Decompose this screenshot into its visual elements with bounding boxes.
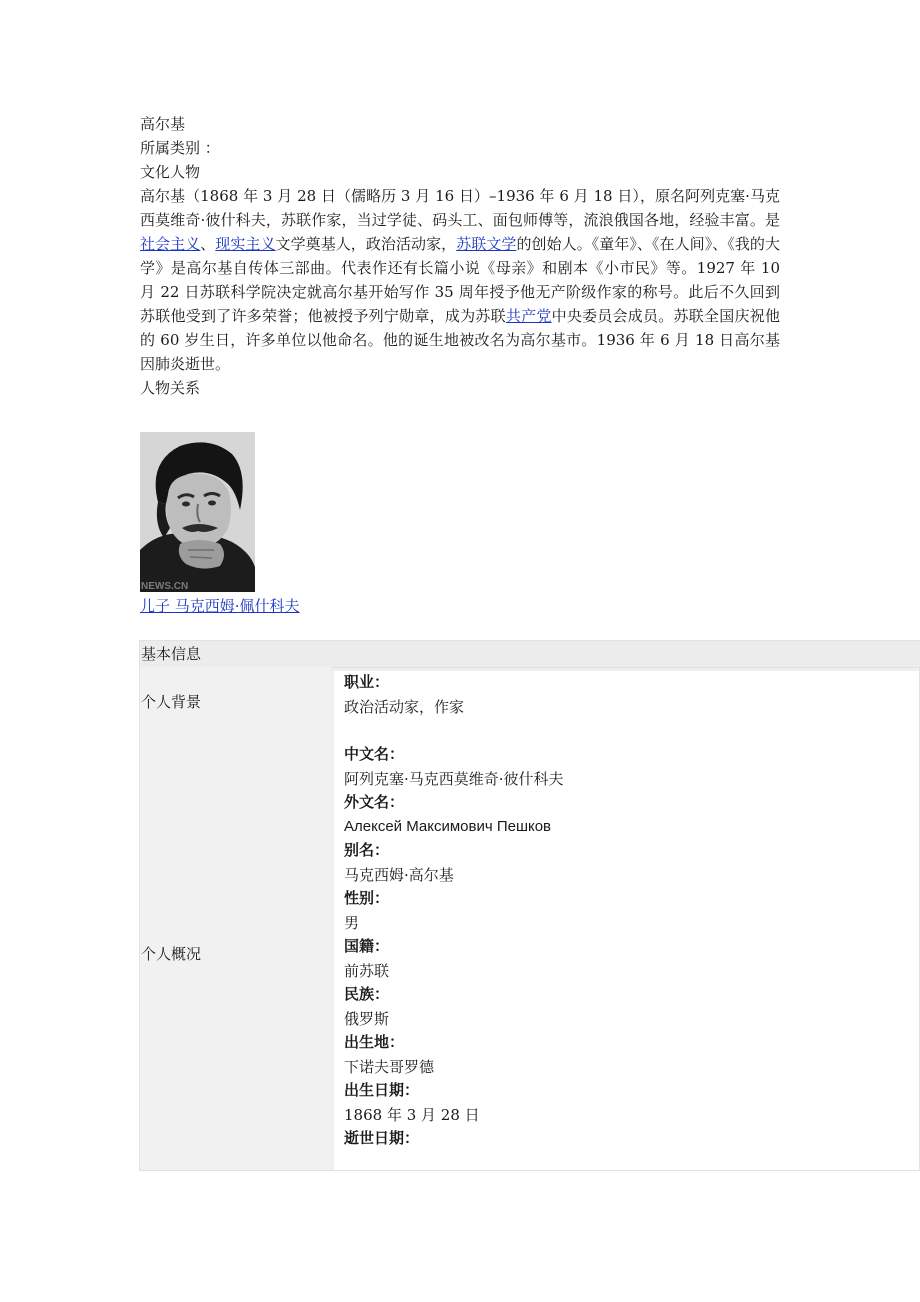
bio-text: 高尔基（1868 年 3 月 28 日（儒略历 3 月 16 日）–1936 年 6 月 18 日），原名阿列克塞·马克西莫维奇·彼什科夫，苏联作家，当过学徒、码头工、面包师傅等，流浪俄国各地，经验丰富。是 [140,187,780,229]
bio-text: 中央委员会成员。苏联全国庆祝他的 60 岁生日，许多单位以他命名。他的诞生地被改名为高尔基市。1936 年 6 月 18 日高尔基因肺炎逝世。 [140,307,780,373]
basic-info-table [139,640,920,1171]
portrait-photo[interactable] [140,432,255,592]
section-background-label: 个人背景 [141,693,202,711]
birthdate-label: 出生日期： [344,1082,420,1099]
occupation-label: 职业： [344,674,390,691]
ethnicity-value: 俄罗斯 [344,1010,390,1028]
info-header: 基本信息 [140,641,920,668]
foreign-name-label: 外文名： [344,794,405,811]
link-socialism[interactable]: 社会主义 [140,235,201,253]
relations-heading: 人物关系 [140,379,201,397]
alias-label: 别名： [344,842,390,859]
chinese-name-value: 阿列克塞·马克西莫维奇·彼什科夫 [344,770,564,788]
son-link[interactable]: 儿子 马克西姆·佩什科夫 [140,597,300,615]
chinese-name-label: 中文名： [344,746,405,763]
ethnicity-label: 民族： [344,986,390,1003]
nationality-label: 国籍： [344,938,390,955]
portrait-image [140,432,255,592]
category-value: 文化人物 [140,163,201,181]
alias-value: 马克西姆·高尔基 [344,866,454,884]
photo-caption [140,594,780,618]
gender-value: 男 [344,914,360,932]
info-details [334,671,919,1170]
link-soviet-literature[interactable]: 苏联文学 [456,235,517,253]
article [140,112,780,618]
photo-watermark: NEWS.CN [141,581,189,592]
page-title: 高尔基 [140,115,186,133]
info-section-labels [140,667,332,1170]
birthplace-label: 出生地： [344,1034,405,1051]
occupation-value: 政治活动家，作家 [344,698,465,716]
biography-paragraph [140,184,780,376]
bio-text: 、 [200,235,216,253]
section-overview-label: 个人概况 [141,945,202,963]
deathdate-label: 逝世日期： [344,1130,420,1147]
bio-text: 的创始人。《童年》、《在人间》、《我的大学》是高尔基自传体三部曲。代表作还有长篇小说《母亲》和剧本《小市民》等。1927 年 10 月 22 日苏联科学院决定就高尔基开始写作 35 周年授予他无产阶级作家的称号。此后不久回到苏联他受到了许多荣誉；他被授予列宁勋章，成为苏联 [140,235,780,325]
birthplace-value: 下诺夫哥罗德 [344,1058,435,1076]
link-communist-party[interactable]: 共产党 [505,307,552,325]
birthdate-value: 1868 年 3 月 28 日 [344,1106,480,1124]
nationality-value: 前苏联 [344,962,390,980]
category-label: 所属类别 ： [140,139,220,157]
foreign-name-value: Алексей Максимович Пешков [344,818,552,835]
bio-text: 文学奠基人，政治活动家， [275,235,457,253]
link-realism[interactable]: 现实主义 [215,235,276,253]
gender-label: 性别： [344,890,390,907]
